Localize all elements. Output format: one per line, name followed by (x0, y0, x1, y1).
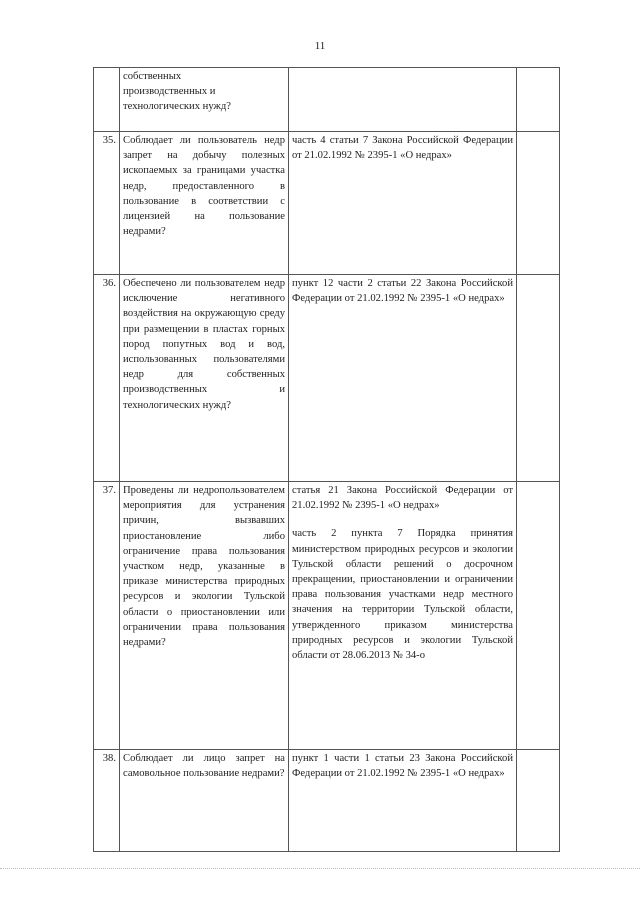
legal-basis-cell (289, 482, 517, 750)
legal-basis-cell (289, 275, 517, 482)
legal-basis-cell (289, 750, 517, 852)
legal-basis-text: пункт 1 части 1 статьи 23 Закона Российской Федерации от 21.02.1992 № 2395-1 «О недрах» (292, 753, 513, 780)
page-number: 11 (314, 40, 326, 52)
legal-basis-text: пункт 12 части 2 статьи 22 Закона Российской Федерации от 21.02.1992 № 2395-1 «О недрах» (292, 278, 513, 305)
row-number-cell: 38. (94, 750, 120, 852)
legal-basis-cell (289, 132, 517, 275)
question-cell: Проведены ли недропользователем мероприятия для устранения причин, вызвавших приостановление либо ограничение права пользования участком недр, указанные в приказе министерства природных ресурсов и экологии Тульской области о приостановлении или ограничении права пользования недрами? (120, 482, 289, 750)
table-row-35 (94, 132, 560, 275)
question-cell: Соблюдает ли пользователь недр запрет на добычу полезных ископаемых за границами участка недр, предоставленного в пользование в соответствии с лицензией на пользование недрами? (120, 132, 289, 275)
legal-basis-text: статья 21 Закона Российской Федерации от 21.02.1992 № 2395-1 «О недрах» (292, 485, 513, 512)
row-number-cell: 36. (94, 275, 120, 482)
checklist-table (93, 67, 560, 852)
notes-cell (517, 482, 560, 750)
row-number-cell: 35. (94, 132, 120, 275)
notes-cell (517, 68, 560, 132)
question-cell: Обеспечено ли пользователем недр исключение негативного воздействия на окружающую среду при размещении в пластах горных пород попутных вод и вод, использованных пользователями недр для собственных производственных и технологических нужд? (120, 275, 289, 482)
notes-cell (517, 750, 560, 852)
table-row-continuation (94, 68, 560, 132)
question-cell: собственных производственных и технологических нужд? (120, 68, 289, 132)
question-cell: Соблюдает ли лицо запрет на самовольное пользование недрами? (120, 750, 289, 852)
legal-basis-cell (289, 68, 517, 132)
legal-basis-text: часть 4 статьи 7 Закона Российской Федерации от 21.02.1992 № 2395-1 «О недрах» (292, 135, 513, 162)
table-row-37 (94, 482, 560, 750)
row-number-cell (94, 68, 120, 132)
notes-cell (517, 275, 560, 482)
scan-artifact-line (0, 868, 640, 870)
notes-cell (517, 132, 560, 275)
table-row-36 (94, 275, 560, 482)
table-row-38 (94, 750, 560, 852)
row-number-cell: 37. (94, 482, 120, 750)
legal-basis-text: часть 2 пункта 7 Порядка принятия министерством природных ресурсов и экологии Тульской области решений о досрочном прекращении, приостановлении и ограничении права пользования участками недр местного значения на территории Тульской области, утвержденного приказом министерства природных ресурсов и экологии Тульской области от 28.06.2013 № 34-о (292, 528, 513, 662)
